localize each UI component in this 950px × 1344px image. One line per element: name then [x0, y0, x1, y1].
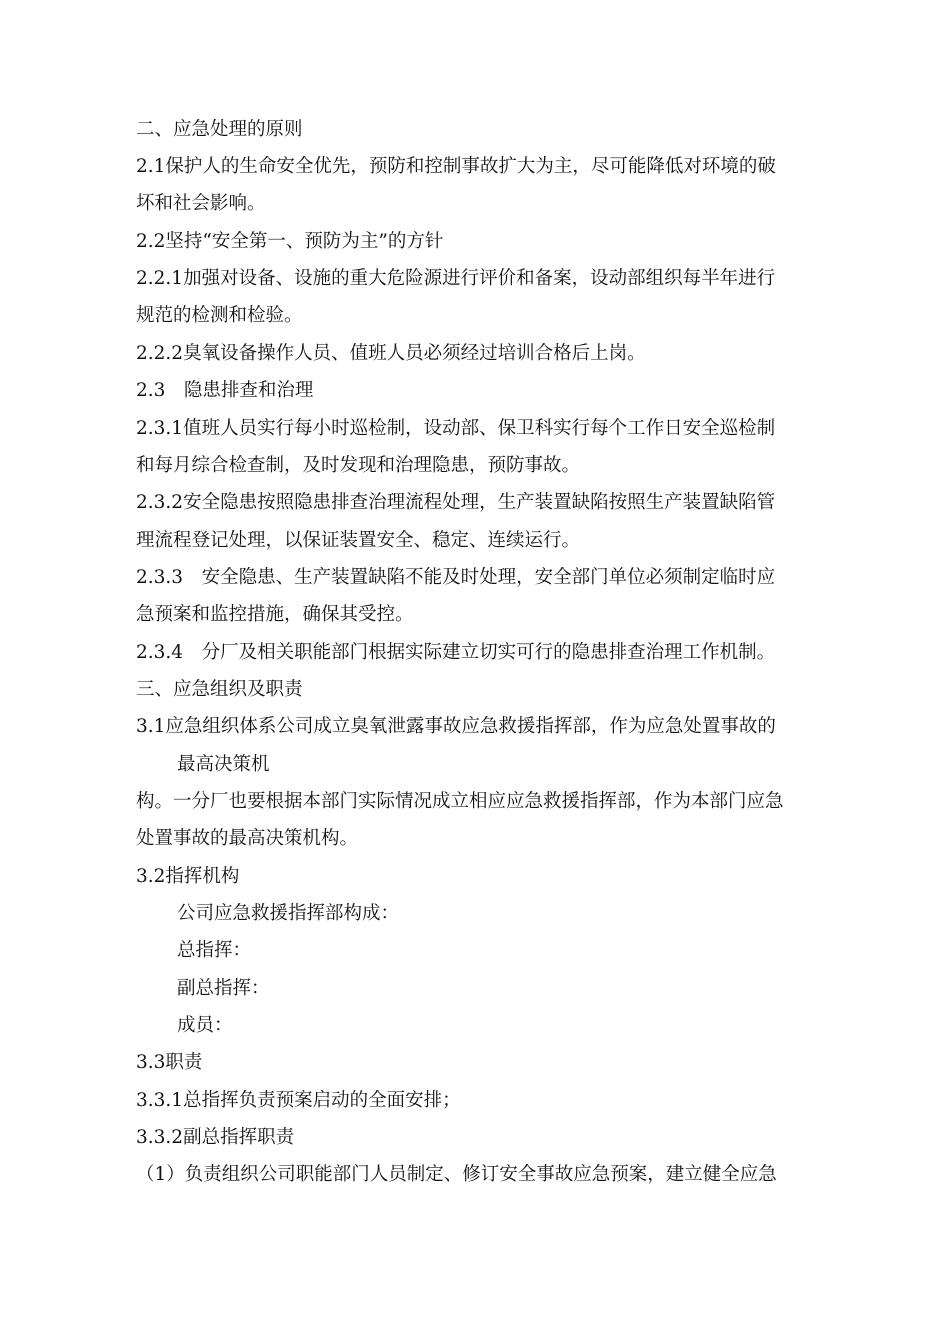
- paragraph-line: （1）负责组织公司职能部门人员制定、修订安全事故应急预案，建立健全应急: [136, 1164, 777, 1185]
- section-heading-3: 三、应急组织及职责: [136, 679, 303, 700]
- paragraph-line: 理流程登记处理，以保证装置安全、稳定、连续运行。: [136, 530, 581, 551]
- paragraph-line: 构。一分厂也要根据本部门实际情况成立相应应急救援指挥部，作为本部门应急: [136, 791, 784, 812]
- paragraph-line: 坏和社会影响。: [136, 193, 266, 214]
- paragraph-line: 3.2指挥机构: [136, 866, 240, 887]
- paragraph-line: 成员：: [177, 1015, 233, 1036]
- paragraph-line: 2.2.2臭氧设备操作人员、值班人员必须经过培训合格后上岗。: [136, 343, 646, 364]
- paragraph-line: 2.3.4 分厂及相关职能部门根据实际建立切实可行的隐患排查治理工作机制。: [136, 642, 776, 663]
- paragraph-line: 规范的检测和检验。: [136, 305, 303, 326]
- paragraph-line: 急预案和监控措施，确保其受控。: [136, 604, 414, 625]
- paragraph-line: 最高决策机: [177, 754, 270, 775]
- paragraph-line: 2.1保护人的生命安全优先，预防和控制事故扩大为主，尽可能降低对环境的破: [136, 156, 776, 177]
- paragraph-line: 3.3职责: [136, 1052, 203, 1073]
- paragraph-line: 2.3 隐患排查和治理: [136, 380, 314, 401]
- paragraph-line: 2.2.1加强对设备、设施的重大危险源进行评价和备案，设动部组织每半年进行: [136, 268, 776, 289]
- paragraph-line: 3.3.2副总指挥职责: [136, 1127, 295, 1148]
- paragraph-line: 2.3.2安全隐患按照隐患排查治理流程处理，生产装置缺陷按照生产装置缺陷管: [136, 492, 776, 513]
- paragraph-line: 和每月综合检查制，及时发现和治理隐患，预防事故。: [136, 455, 581, 476]
- paragraph-line: 公司应急救援指挥部构成：: [177, 903, 400, 924]
- paragraph-line: 2.3.1值班人员实行每小时巡检制，设动部、保卫科实行每个工作日安全巡检制: [136, 418, 776, 439]
- paragraph-line: 3.1应急组织体系公司成立臭氧泄露事故应急救援指挥部，作为应急处置事故的: [136, 716, 776, 737]
- paragraph-line: 处置事故的最高决策机构。: [136, 828, 359, 849]
- paragraph-line: 2.2坚持“安全第一、预防为主”的方针: [136, 231, 444, 252]
- paragraph-line: 2.3.3 安全隐患、生产装置缺陷不能及时处理，安全部门单位必须制定临时应: [136, 567, 776, 588]
- paragraph-line: 副总指挥：: [177, 978, 270, 999]
- paragraph-line: 3.3.1总指挥负责预案启动的全面安排；: [136, 1090, 461, 1111]
- section-heading-2: 二、应急处理的原则: [136, 119, 303, 140]
- paragraph-line: 总指挥：: [177, 940, 252, 961]
